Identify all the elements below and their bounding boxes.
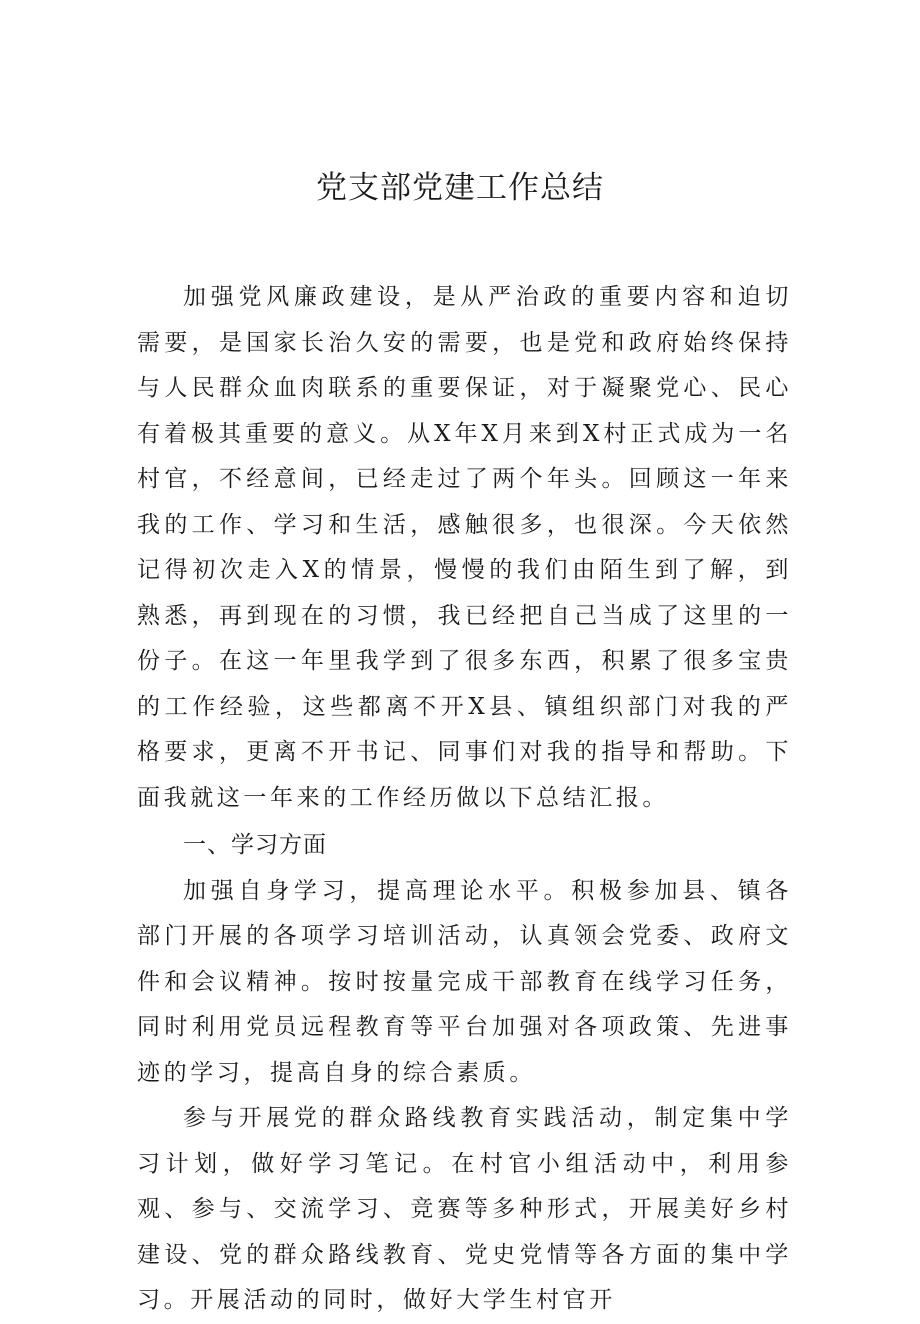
intro-paragraph: 加强党风廉政建设，是从严治政的重要内容和迫切需要，是国家长治久安的需要，也是党和政府始终保持与人民群众血肉联系的重要保证，对于凝聚党心、民心有着极其重要的意义。从X年X月来到X村正式成为一名村官，不经意间，已经走过了两个年头。回顾这一年来我的工作、学习和生活，感触很多，也很深。今天依然记得初次走入X的情景，慢慢的我们由陌生到了解，到熟悉，再到现在的习惯，我已经把自己当成了这里的一份子。在这一年里我学到了很多东西，积累了很多宝贵的工作经验，这些都离不开X县、镇组织部门对我的严格要求，更离不开书记、同事们对我的指导和帮助。下面我就这一年来的工作经历做以下总结汇报。	[137, 284, 792, 811]
document-body	[137, 275, 792, 1324]
document-title: 党支部党建工作总结	[316, 170, 604, 206]
section-paragraph: 加强自身学习，提高理论水平。积极参加县、镇各部门开展的各项学习培训活动，认真领会党委、政府文件和会议精神。按时按量完成干部教育在线学习任务，同时利用党员远程教育等平台加强对各项政策、先进事迹的学习，提高自身的综合素质。	[137, 877, 792, 1086]
section-heading-study: 一、学习方面	[183, 832, 327, 858]
section-paragraph: 参与开展党的群众路线教育实践活动，制定集中学习计划，做好学习笔记。在村官小组活动中，利用参观、参与、交流学习、竞赛等多种形式，开展美好乡村建设、党的群众路线教育、党史党情等各方面的集中学习。开展活动的同时，做好大学生村官开	[137, 1105, 792, 1313]
